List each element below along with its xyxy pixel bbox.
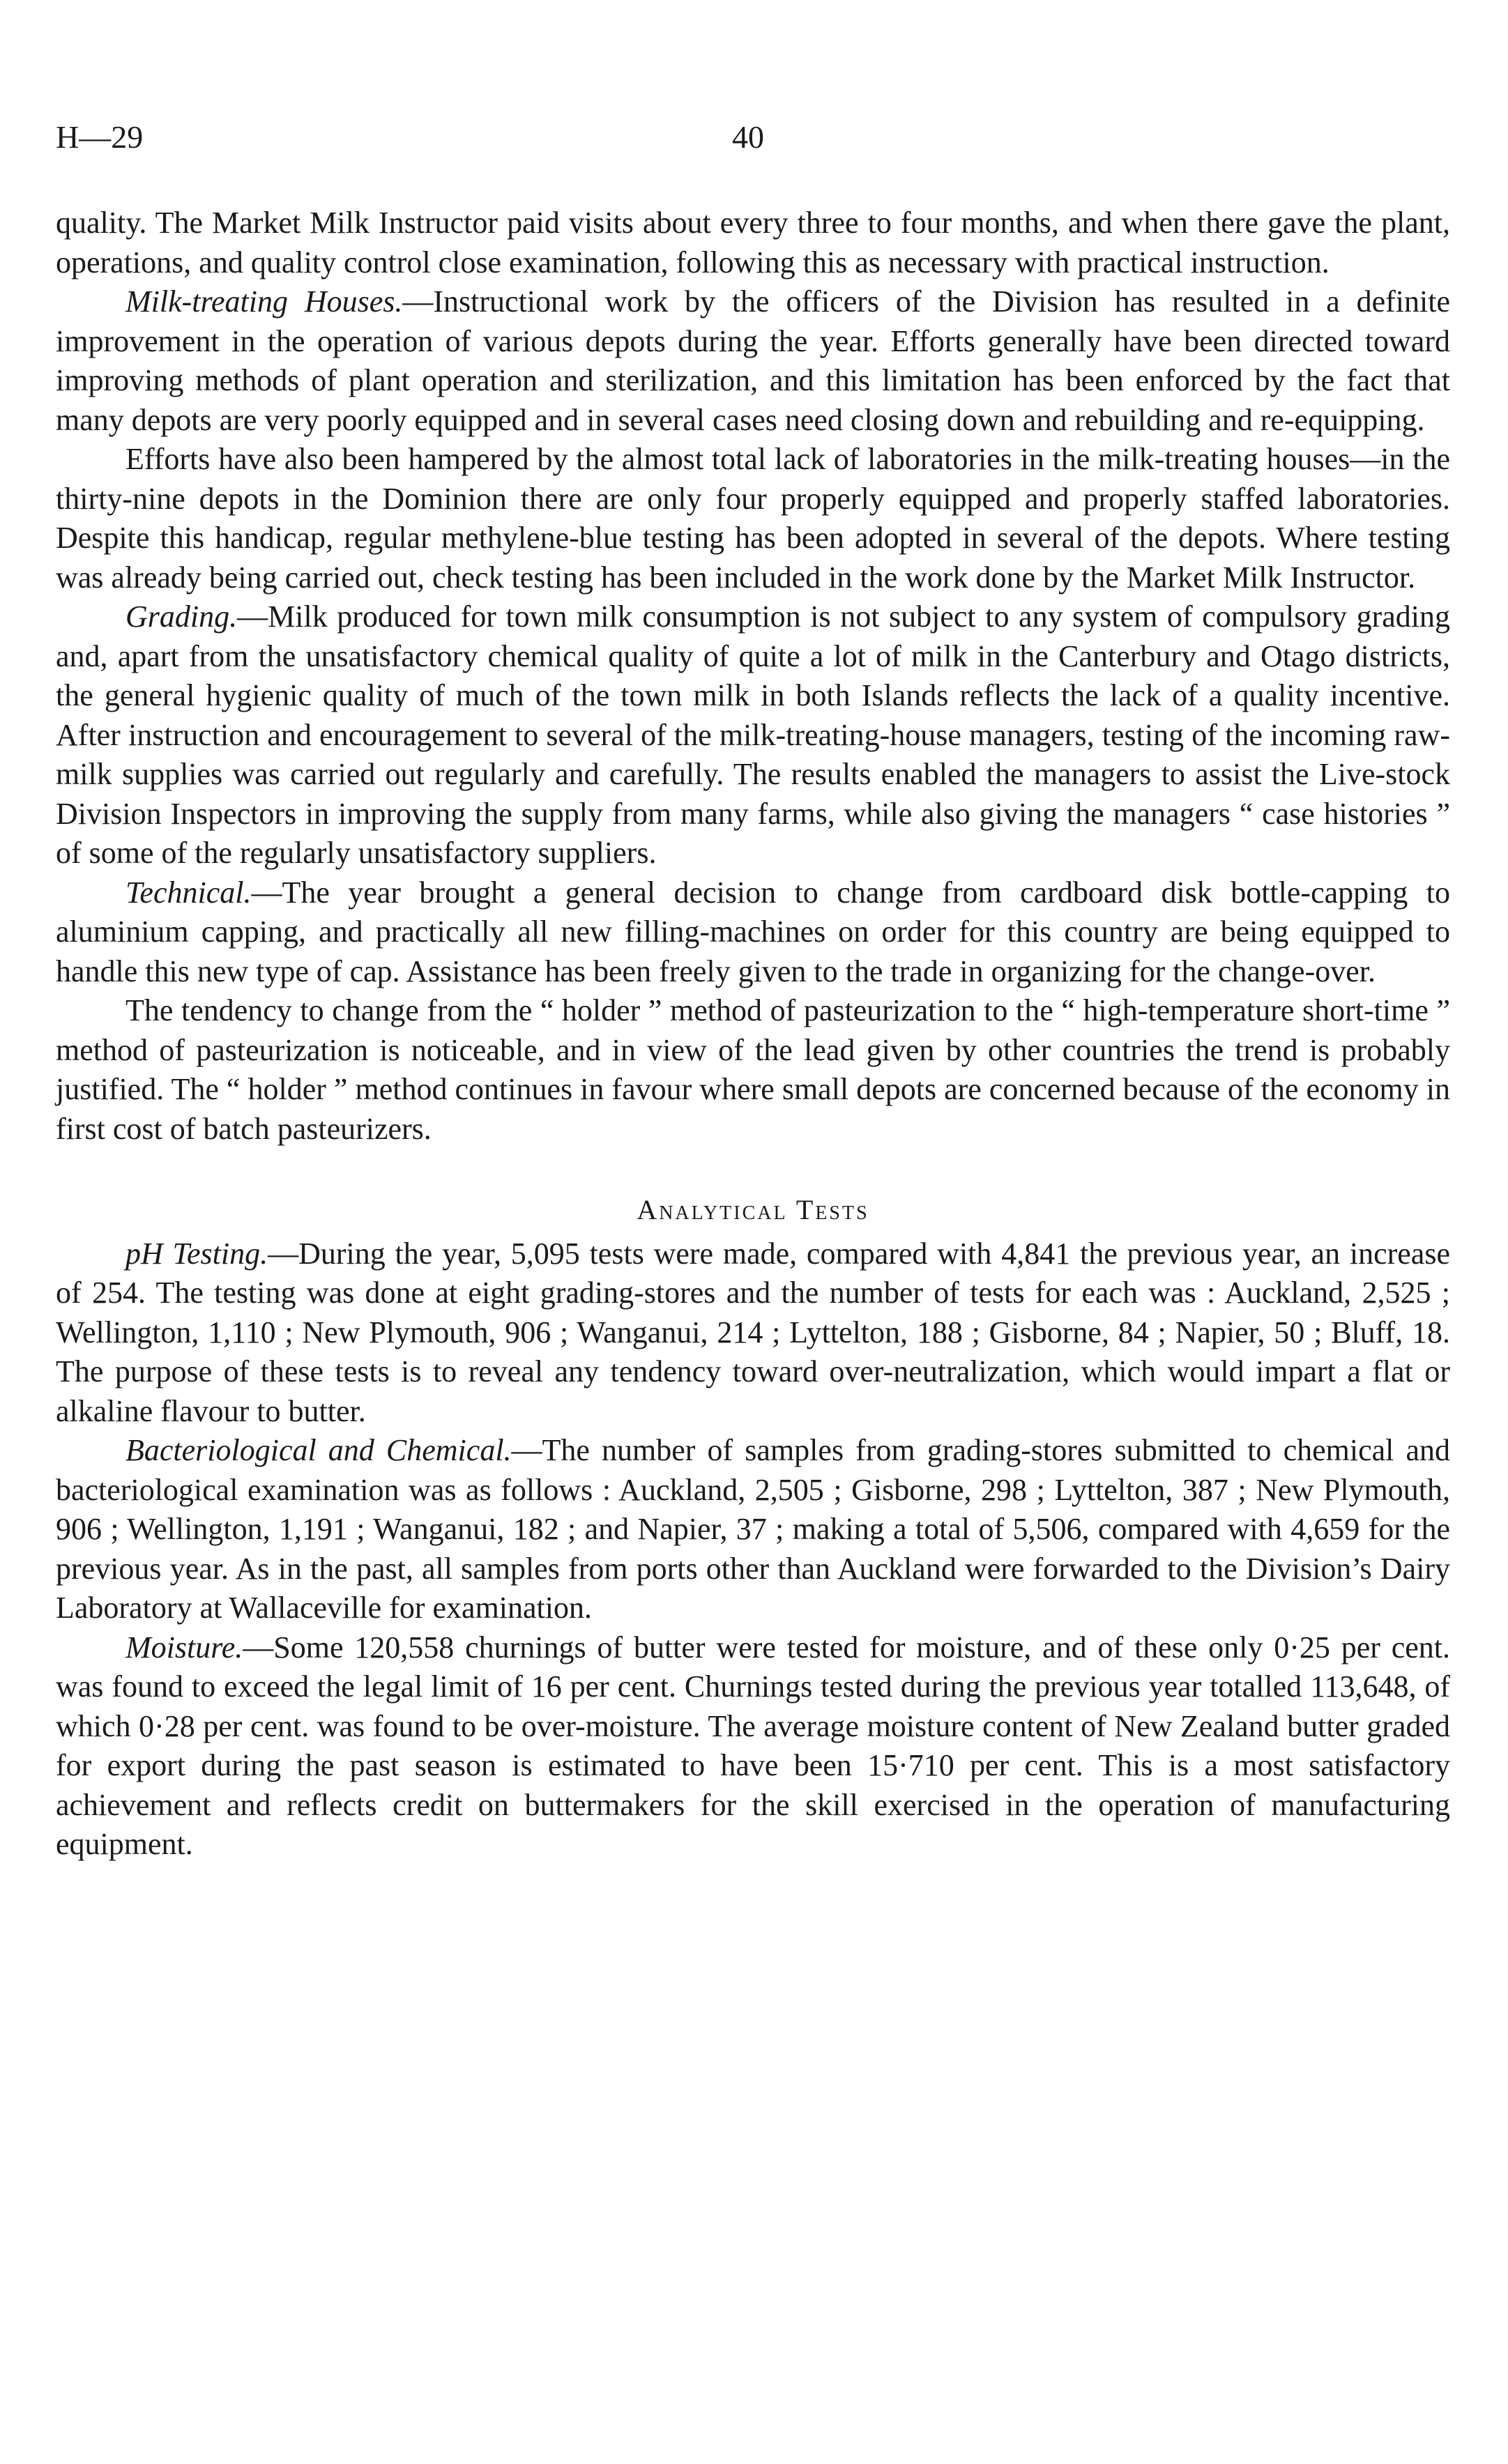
paragraph-title: Grading. bbox=[125, 599, 238, 634]
paragraph-ph-testing: pH Testing.—During the year, 5,095 tests were made, compared with 4,841 the previous year, an increase of 254. The testing was done at eight grading-stores and the number of tests for each was : Auckland, 2,525 ; Wellington, 1,110 ; New Plymouth, 906 ; Wanganui, 214 ; Lyttelton, 188 ; Gisborne, 84 ; Napier, 50 ; Bluff, 18. The purpose of these tests is to reveal any tendency toward over-neutralization, which would impart a flat or alkaline flavour to butter. bbox=[56, 1236, 1450, 1428]
page-header bbox=[56, 112, 1450, 167]
paragraph-title: Technical. bbox=[125, 875, 252, 910]
paragraph-technical: Technical.—The year brought a general decision to change from cardboard disk bottle-capping to aluminium capping, and practically all new filling-machines on order for this country are being equipped to handle this new type of cap. Assistance has been freely given to the trade in organizing for the change-over. bbox=[56, 875, 1450, 988]
paragraph-moisture: Moisture.—Some 120,558 churnings of butter were tested for moisture, and of these only 0·25 per cent. was found to exceed the legal limit of 16 per cent. Churnings tested during the previous year totalled 113,648, of which 0·28 per cent. was found to be over-moisture. The average moisture content of New Zealand butter graded for export during the past season is estimated to have been 15·710 per cent. This is a most satisfactory achievement and reflects credit on buttermakers for the skill exercised in the operation of manufacturing equipment. bbox=[56, 1630, 1450, 1861]
paragraph-pasteurization: The tendency to change from the “ holder ” method of pasteurization to the “ high-temperature short-time ” method of pasteurization is noticeable, and in view of the lead given by other countries the trend is probably justified. The “ holder ” method continues in favour where small depots are concerned because of the economy in first cost of batch pasteurizers. bbox=[56, 993, 1450, 1146]
paragraph-title: pH Testing. bbox=[125, 1236, 268, 1271]
paragraph-bacteriological: Bacteriological and Chemical.—The number of samples from grading-stores submitted to chemical and bacteriological examination was as follows : Auckland, 2,505 ; Gisborne, 298 ; Lyttelton, 387 ; New Plymouth, 906 ; Wellington, 1,191 ; Wanganui, 182 ; and Napier, 37 ; making a total of 5,506, compared with 4,659 for the previous year. As in the past, all samples from ports other than Auckland were forwarded to the Division’s Dairy Laboratory at Wallaceville for examination. bbox=[56, 1433, 1450, 1625]
paragraph-grading: Grading.—Milk produced for town milk consumption is not subject to any system of compulsory grading and, apart from the unsatisfactory chemical quality of quite a lot of milk in the Canterbury and Otago districts, the general hygienic quality of much of the town milk in both Islands reflects the lack of a quality incentive. After instruction and encouragement to several of the milk-treating-house managers, testing of the incoming raw-milk supplies was carried out regularly and carefully. The results enabled the managers to assist the Live-stock Division Inspectors in improving the supply from many farms, while also giving the managers “ case histories ” of some of the regularly unsatisfactory suppliers. bbox=[56, 599, 1450, 870]
body-text bbox=[56, 204, 1450, 1865]
paragraph-milk-treating-houses: Milk-treating Houses.—Instructional work by the officers of the Division has resulted in a definite improvement in the operation of various depots during the year. Efforts generally have been directed toward improving methods of plant operation and sterilization, and this limitation has been enforced by the fact that many depots are very poorly equipped and in several cases need closing down and rebuilding and re-equipping. bbox=[56, 284, 1451, 437]
paragraph-continued: quality. The Market Milk Instructor paid visits about every three to four months, and when there gave the plant, operations, and quality control close examination, following this as necessary with practical instruction. bbox=[56, 206, 1450, 280]
paragraph-laboratories: Efforts have also been hampered by the almost total lack of laboratories in the milk-treating houses—in the thirty-nine depots in the Dominion there are only four properly equipped and properly staffed laboratories. Despite this handicap, regular methylene-blue testing has been adopted in several of the depots. Where testing was already being carried out, check testing has been included in the work done by the Market Milk Instructor. bbox=[56, 442, 1450, 595]
paragraph-title: Moisture. bbox=[125, 1630, 243, 1665]
page-number: 40 bbox=[732, 119, 764, 155]
document-reference: H—29 bbox=[56, 119, 144, 155]
section-heading: Analytical Tests bbox=[637, 1194, 869, 1225]
paragraph-title: Bacteriological and Chemical. bbox=[125, 1433, 512, 1467]
document-page bbox=[56, 112, 1450, 1865]
paragraph-title: Milk-treating Houses. bbox=[125, 284, 403, 319]
